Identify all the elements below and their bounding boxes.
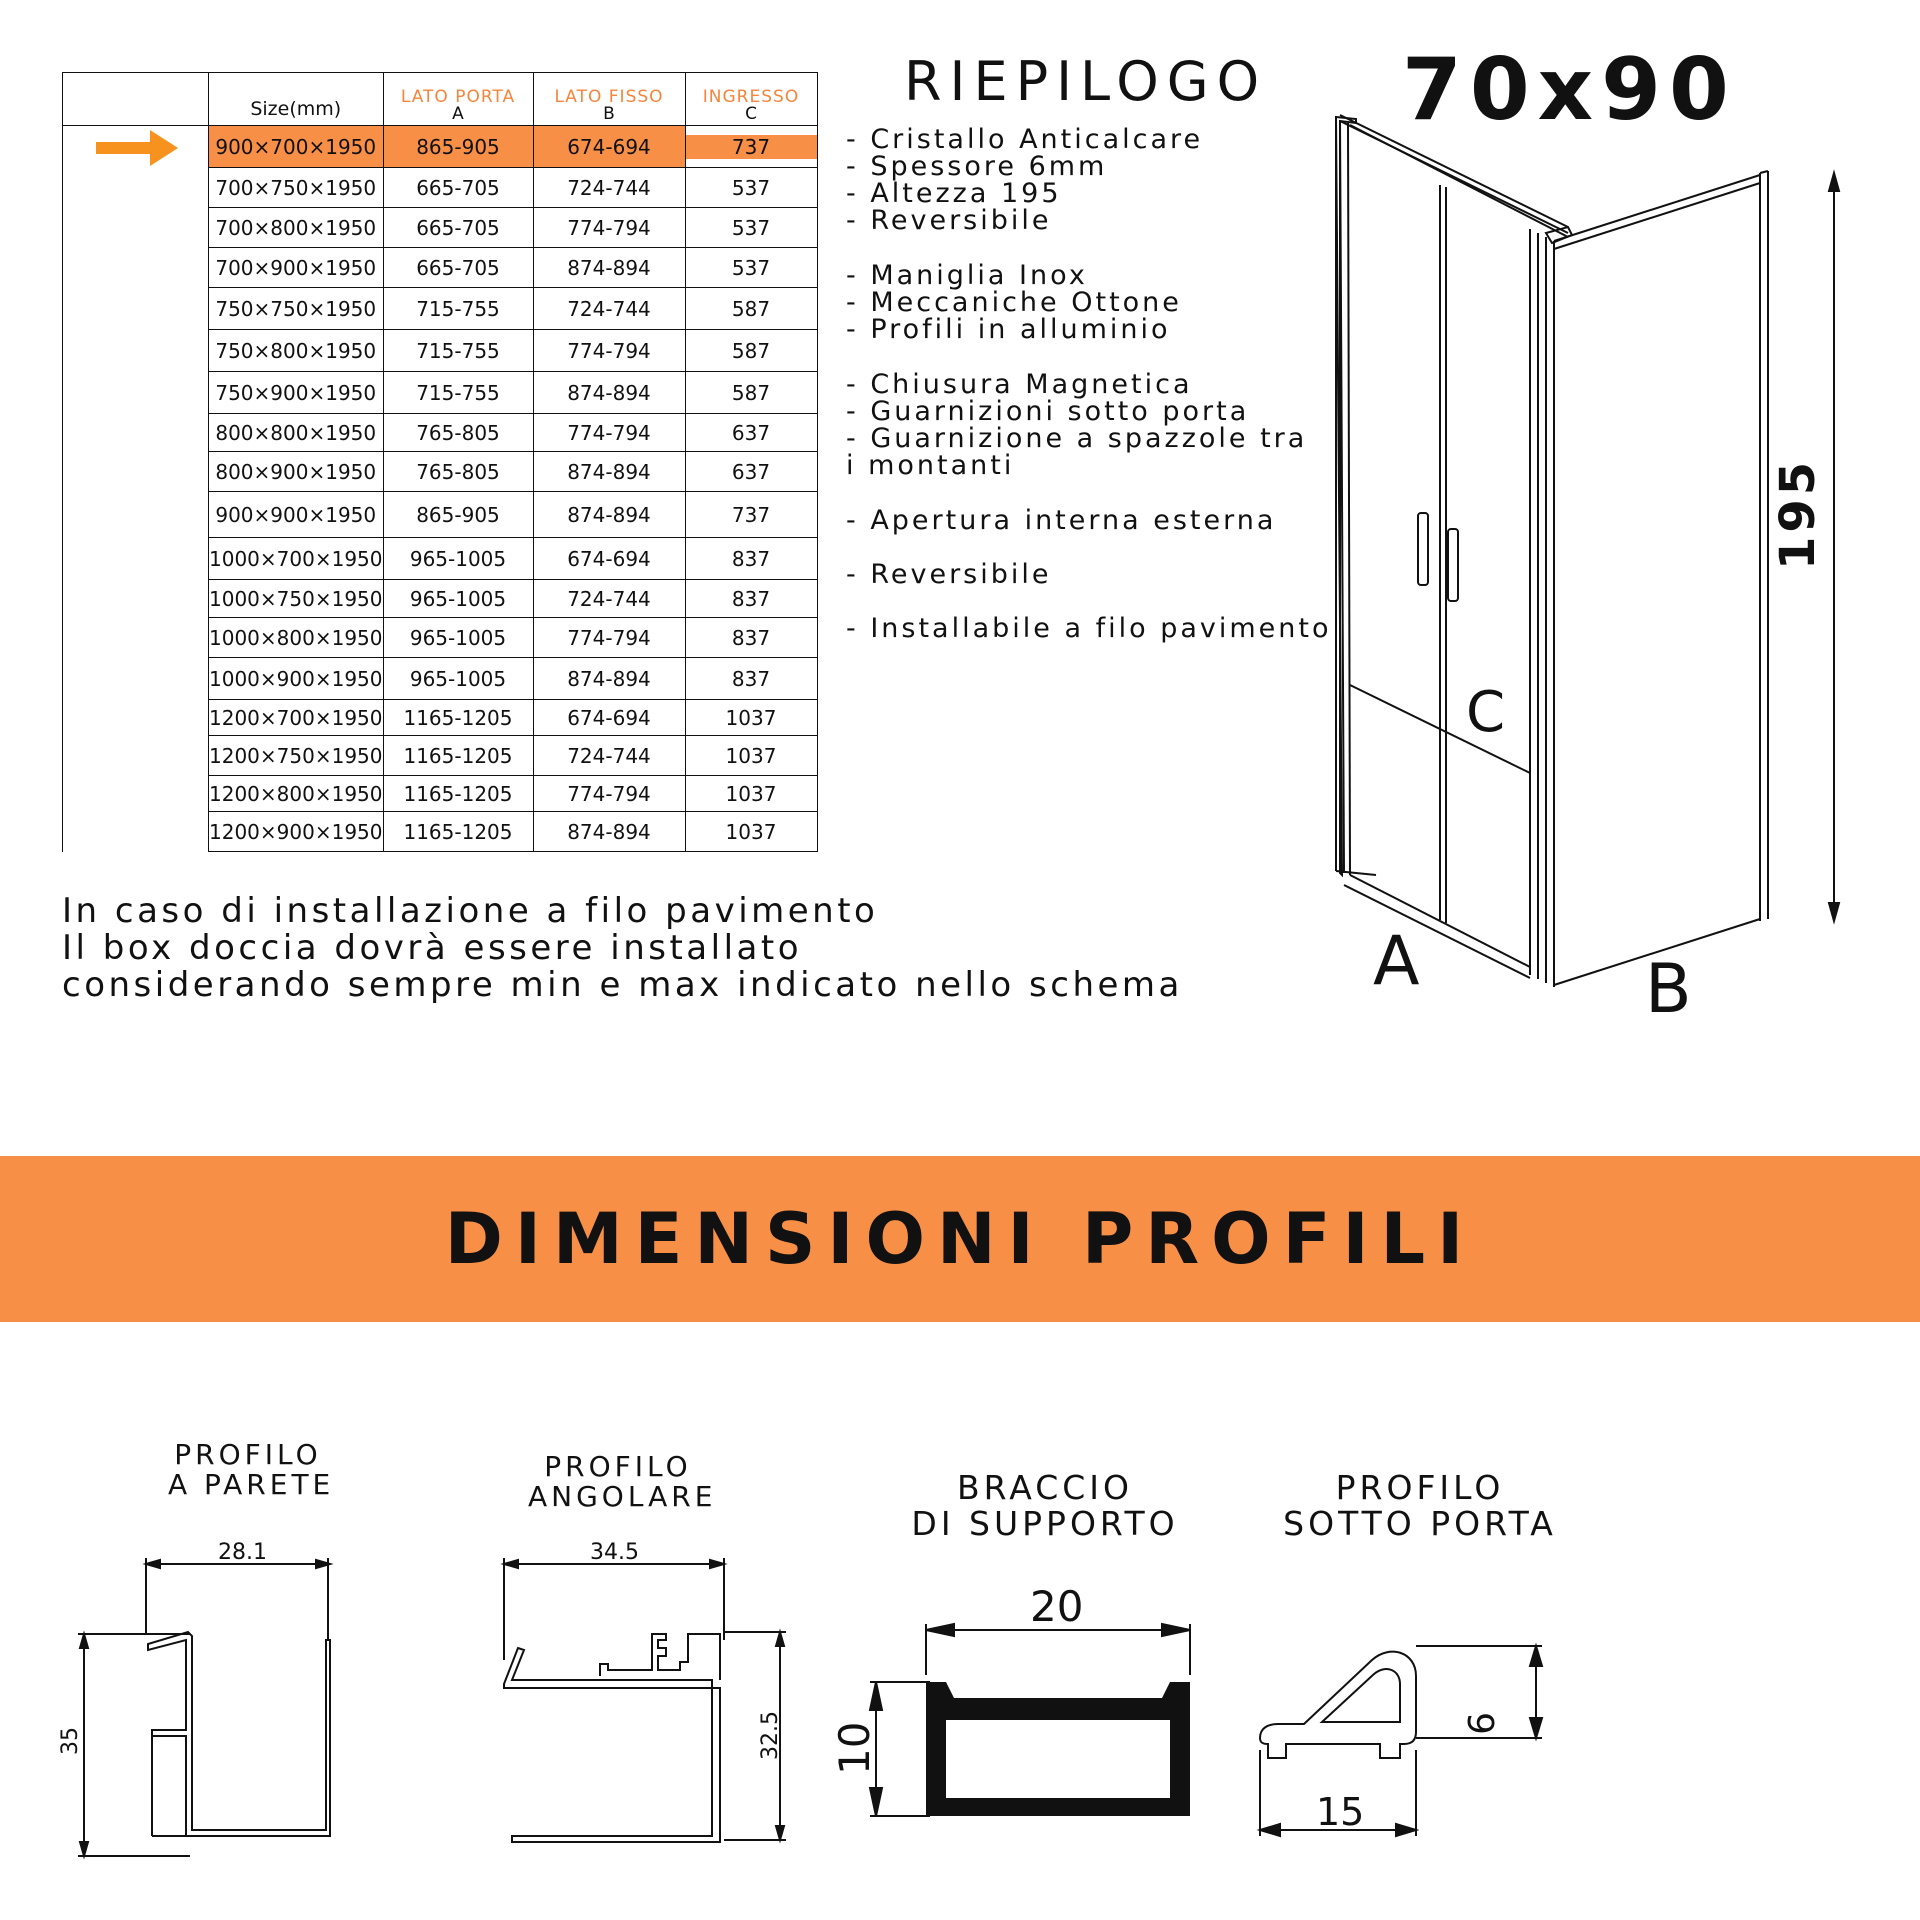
size-table <box>62 72 818 852</box>
table-cell-text: 865-905 <box>416 134 500 159</box>
table-cell-text: 1200×800×1950 <box>209 781 383 806</box>
summary-item: - Reversibile <box>846 205 1052 236</box>
table-cell-size <box>209 414 384 452</box>
table-cell-size <box>209 288 384 330</box>
table-cell-text: 537 <box>731 175 771 200</box>
table-row <box>63 208 818 248</box>
table-cell-size <box>209 700 384 736</box>
table-cell-text: 774-794 <box>567 420 651 445</box>
table-cell-text: 774-794 <box>567 215 651 240</box>
profile-sotto-porta-drawing <box>1240 1630 1560 1850</box>
table-cell-text: 1000×700×1950 <box>209 546 383 571</box>
table-cell-blank <box>63 812 209 852</box>
table-cell-c <box>685 414 817 452</box>
table-cell-text: 724-744 <box>567 175 651 200</box>
table-row <box>63 812 818 852</box>
profile-label-parete: PROFILO A PARETE <box>168 1438 335 1501</box>
table-cell-b <box>533 208 685 248</box>
table-cell-size <box>209 126 384 168</box>
table-cell-text: 1165-1205 <box>403 819 513 844</box>
table-cell-text: 1037 <box>725 743 777 768</box>
table-cell-text: 750×750×1950 <box>215 296 377 321</box>
table-cell-blank <box>63 248 209 288</box>
profile-label-sotto-porta: PROFILO SOTTO PORTA <box>1283 1468 1557 1543</box>
table-cell-text: 537 <box>731 215 771 240</box>
profile-parete-drawing <box>40 1540 350 1880</box>
table-cell-c <box>685 126 817 168</box>
table-cell-blank <box>63 452 209 492</box>
table-cell-a <box>383 812 533 852</box>
table-cell-b <box>533 168 685 208</box>
table-cell-text: 774-794 <box>567 781 651 806</box>
table-cell-text: 1200×900×1950 <box>209 819 383 844</box>
table-cell-size <box>209 372 384 414</box>
note-line: considerando sempre min e max indicato nello schema <box>62 965 1183 1005</box>
table-cell-text: 724-744 <box>567 296 651 321</box>
table-cell-a <box>383 736 533 776</box>
table-cell-b <box>533 248 685 288</box>
table-cell-text: 724-744 <box>567 743 651 768</box>
table-cell-text: 965-1005 <box>409 586 507 611</box>
table-cell-size <box>209 736 384 776</box>
summary-item: - Guarnizioni sotto porta <box>846 396 1250 427</box>
table-cell-text: 674-694 <box>567 546 651 571</box>
header-blank <box>63 73 209 126</box>
summary-item: - Reversibile <box>846 559 1052 590</box>
table-cell-text: 837 <box>731 625 771 650</box>
summary-item: - Altezza 195 <box>846 178 1062 209</box>
table-cell-text: 765-805 <box>416 459 500 484</box>
table-cell-text: 537 <box>731 255 771 280</box>
table-cell-c <box>685 330 817 372</box>
section-banner <box>0 1156 1920 1322</box>
profile-label-braccio: BRACCIO DI SUPPORTO <box>911 1468 1179 1543</box>
table-row <box>63 658 818 700</box>
header-ingresso: INGRESSO C <box>685 73 817 126</box>
table-cell-text: 1165-1205 <box>403 781 513 806</box>
table-cell-text: 665-705 <box>416 175 500 200</box>
table-row <box>63 618 818 658</box>
table-cell-a <box>383 618 533 658</box>
table-cell-text: 750×800×1950 <box>215 338 377 363</box>
table-cell-text: 700×750×1950 <box>215 175 377 200</box>
table-cell-text: 737 <box>731 502 771 527</box>
table-cell-a <box>383 330 533 372</box>
table-cell-text: 674-694 <box>567 134 651 159</box>
table-cell-size <box>209 168 384 208</box>
table-row <box>63 372 818 414</box>
table-cell-text: 765-805 <box>416 420 500 445</box>
table-cell-a <box>383 700 533 736</box>
angolare-width-label: 34.5 <box>590 1540 639 1565</box>
table-cell-size <box>209 330 384 372</box>
table-cell-a <box>383 658 533 700</box>
table-cell-text: 965-1005 <box>409 666 507 691</box>
table-cell-text: 750×900×1950 <box>215 380 377 405</box>
table-cell-text: 700×800×1950 <box>215 215 377 240</box>
table-cell-blank <box>63 414 209 452</box>
table-cell-text: 774-794 <box>567 338 651 363</box>
table-cell-blank <box>63 168 209 208</box>
table-cell-text: 774-794 <box>567 625 651 650</box>
table-cell-blank <box>63 618 209 658</box>
table-row <box>63 580 818 618</box>
table-cell-size <box>209 618 384 658</box>
table-cell-blank <box>63 330 209 372</box>
table-cell-text: 900×700×1950 <box>215 134 377 159</box>
table-cell-c <box>685 580 817 618</box>
table-cell-size <box>209 452 384 492</box>
table-cell-a <box>383 538 533 580</box>
table-cell-b <box>533 330 685 372</box>
summary-item: - Guarnizione a spazzole tra <box>846 423 1308 454</box>
summary-item: i montanti <box>846 450 1015 481</box>
table-row <box>63 700 818 736</box>
table-cell-c <box>685 658 817 700</box>
table-cell-blank <box>63 580 209 618</box>
table-cell-text: 874-894 <box>567 666 651 691</box>
table-cell-c <box>685 492 817 538</box>
table-cell-a <box>383 414 533 452</box>
table-cell-text: 724-744 <box>567 586 651 611</box>
label-a: A <box>1373 922 1420 1001</box>
table-cell-c <box>685 208 817 248</box>
sotto-porta-height-label: 9 <box>1459 1712 1500 1735</box>
table-cell-text: 715-755 <box>416 380 500 405</box>
table-cell-b <box>533 618 685 658</box>
table-cell-b <box>533 812 685 852</box>
table-cell-c <box>685 812 817 852</box>
table-cell-text: 715-755 <box>416 338 500 363</box>
table-cell-text: 737 <box>686 135 817 159</box>
sotto-porta-width-label: 15 <box>1316 1790 1365 1834</box>
table-cell-text: 865-905 <box>416 502 500 527</box>
table-cell-a <box>383 288 533 330</box>
note-line: Il box doccia dovrà essere installato <box>62 928 802 968</box>
table-cell-b <box>533 126 685 168</box>
parete-width-label: 28.1 <box>218 1540 267 1565</box>
table-cell-a <box>383 492 533 538</box>
model-size: 70x90 <box>1402 40 1737 140</box>
braccio-width-label: 20 <box>1030 1582 1084 1631</box>
table-cell-c <box>685 538 817 580</box>
summary-item: - Apertura interna esterna <box>846 505 1277 536</box>
table-cell-blank <box>63 538 209 580</box>
table-cell-a <box>383 372 533 414</box>
table-cell-c <box>685 288 817 330</box>
profile-angolare-drawing <box>490 1540 810 1880</box>
table-cell-c <box>685 618 817 658</box>
summary-item: - Meccaniche Ottone <box>846 287 1182 318</box>
table-cell-a <box>383 126 533 168</box>
table-cell-b <box>533 580 685 618</box>
table-cell-text: 874-894 <box>567 380 651 405</box>
table-row <box>63 538 818 580</box>
table-cell-b <box>533 288 685 330</box>
angolare-height-label: 32.5 <box>758 1711 783 1760</box>
table-cell-text: 1037 <box>725 819 777 844</box>
table-cell-text: 874-894 <box>567 819 651 844</box>
table-cell-a <box>383 776 533 812</box>
table-cell-text: 1000×750×1950 <box>209 586 383 611</box>
summary-item: - Cristallo Anticalcare <box>846 124 1204 155</box>
note-line: In caso di installazione a filo pavimento <box>62 891 879 931</box>
table-cell-blank <box>63 208 209 248</box>
parete-height-label: 35 <box>58 1727 83 1755</box>
table-cell-a <box>383 248 533 288</box>
table-cell-text: 637 <box>731 420 771 445</box>
table-row <box>63 168 818 208</box>
table-cell-a <box>383 208 533 248</box>
table-cell-c <box>685 736 817 776</box>
table-cell-text: 874-894 <box>567 459 651 484</box>
table-cell-text: 674-694 <box>567 705 651 730</box>
arrow-right-icon <box>94 128 180 168</box>
table-cell-b <box>533 452 685 492</box>
table-cell-text: 874-894 <box>567 255 651 280</box>
table-cell-c <box>685 452 817 492</box>
summary-item: - Maniglia Inox <box>846 260 1088 291</box>
table-cell-text: 837 <box>731 586 771 611</box>
table-cell-size <box>209 658 384 700</box>
table-cell-text: 665-705 <box>416 215 500 240</box>
table-cell-b <box>533 538 685 580</box>
table-cell-text: 587 <box>731 338 771 363</box>
banner-title: DIMENSIONI PROFILI <box>444 1198 1476 1280</box>
table-row <box>63 452 818 492</box>
table-header-row <box>63 73 818 126</box>
table-cell-size <box>209 776 384 812</box>
table-cell-text: 700×900×1950 <box>215 255 377 280</box>
table-cell-blank <box>63 288 209 330</box>
table-cell-text: 900×900×1950 <box>215 502 377 527</box>
header-lato-fisso: LATO FISSO B <box>533 73 685 126</box>
header-lato-porta: LATO PORTA A <box>383 73 533 126</box>
table-cell-text: 800×800×1950 <box>215 420 377 445</box>
table-cell-a <box>383 168 533 208</box>
table-cell-size <box>209 812 384 852</box>
table-cell-size <box>209 208 384 248</box>
table-cell-text: 1000×900×1950 <box>209 666 383 691</box>
table-cell-text: 1200×700×1950 <box>209 705 383 730</box>
table-row <box>63 330 818 372</box>
table-cell-text: 837 <box>731 546 771 571</box>
table-cell-b <box>533 736 685 776</box>
table-cell-text: 1000×800×1950 <box>209 625 383 650</box>
table-cell-text: 1165-1205 <box>403 705 513 730</box>
table-cell-a <box>383 580 533 618</box>
table-body <box>63 126 818 852</box>
table-cell-text: 587 <box>731 296 771 321</box>
table-row <box>63 414 818 452</box>
table-cell-blank <box>63 658 209 700</box>
table-cell-text: 800×900×1950 <box>215 459 377 484</box>
table-cell-text: 1200×750×1950 <box>209 743 383 768</box>
table-cell-text: 965-1005 <box>409 546 507 571</box>
table-cell-b <box>533 700 685 736</box>
summary-item: - Installabile a filo pavimento <box>846 613 1332 644</box>
table-cell-text: 1037 <box>725 781 777 806</box>
table-cell-b <box>533 776 685 812</box>
table-cell-c <box>685 372 817 414</box>
table-cell-text: 587 <box>731 380 771 405</box>
table-cell-size <box>209 538 384 580</box>
table-cell-text: 715-755 <box>416 296 500 321</box>
label-c: C <box>1466 680 1506 745</box>
table-row <box>63 736 818 776</box>
installation-note <box>62 893 1183 1004</box>
summary-item: - Chiusura Magnetica <box>846 369 1193 400</box>
table-cell-b <box>533 658 685 700</box>
table-cell-blank <box>63 736 209 776</box>
table-cell-c <box>685 248 817 288</box>
table-cell-size <box>209 248 384 288</box>
summary-title: RIEPILOGO <box>904 50 1268 113</box>
table-cell-c <box>685 700 817 736</box>
header-size: Size(mm) <box>209 73 384 126</box>
table-cell-text: 837 <box>731 666 771 691</box>
table-cell-text: 665-705 <box>416 255 500 280</box>
table-cell-size <box>209 492 384 538</box>
table-cell-b <box>533 414 685 452</box>
table-cell-blank <box>63 372 209 414</box>
table-row <box>63 492 818 538</box>
table-cell-text: 965-1005 <box>409 625 507 650</box>
table-row <box>63 776 818 812</box>
table-cell-text: 874-894 <box>567 502 651 527</box>
table-cell-blank <box>63 492 209 538</box>
table-cell-size <box>209 580 384 618</box>
label-b: B <box>1645 950 1692 1029</box>
summary-item: - Spessore 6mm <box>846 151 1108 182</box>
table-cell-c <box>685 776 817 812</box>
table-cell-b <box>533 492 685 538</box>
table-cell-text: 1165-1205 <box>403 743 513 768</box>
table-cell-b <box>533 372 685 414</box>
table-row <box>63 248 818 288</box>
table-cell-blank <box>63 700 209 736</box>
summary-item: - Profili in alluminio <box>846 314 1171 345</box>
table-cell-text: 1037 <box>725 705 777 730</box>
table-cell-a <box>383 452 533 492</box>
braccio-height-label: 10 <box>830 1721 879 1775</box>
table-row <box>63 288 818 330</box>
table-cell-text: 637 <box>731 459 771 484</box>
profile-label-angolare: PROFILO ANGOLARE <box>528 1450 717 1513</box>
table-cell-blank <box>63 776 209 812</box>
height-dimension-label: 195 <box>1770 457 1826 570</box>
table-cell-c <box>685 168 817 208</box>
